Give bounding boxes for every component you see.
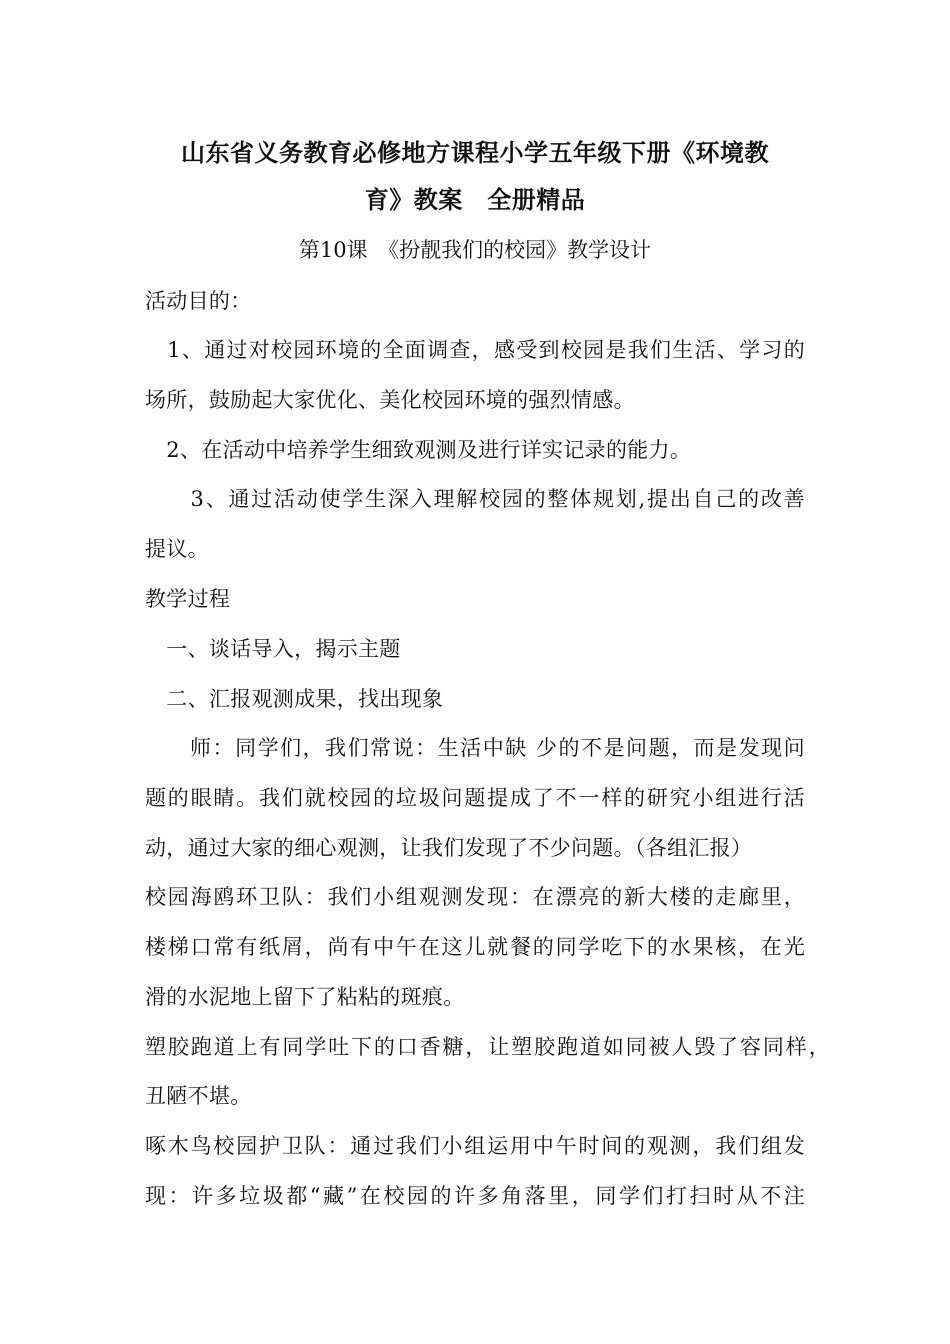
paragraph-line: 3、通过活动使学生深入理解校园的整体规划,提出自己的改善 — [145, 487, 805, 511]
paragraph-line: 塑胶跑道上有同学吐下的口香糖，让塑胶跑道如同被人毁了容同样， — [145, 1035, 830, 1059]
paragraph-line: 场所，鼓励起大家优化、美化校园环境的强烈情感。 — [145, 388, 635, 412]
section-heading-process: 教学过程 — [145, 587, 231, 611]
paragraph-line: 现：许多垃圾都“藏”在校园的许多角落里，同学们打扫时从不注 — [145, 1184, 805, 1208]
paragraph-line: 提议。 — [145, 537, 209, 561]
paragraph-line: 二、汇报观测成果，找出现象 — [145, 687, 444, 711]
paragraph-line: 丑陋不堪。 — [145, 1084, 252, 1108]
paragraph-line: 题的眼睛。我们就校园的垃圾问题提成了不一样的研究小组进行活 — [145, 786, 805, 810]
paragraph-line: 啄木鸟校园护卫队：通过我们小组运用中午时间的观测，我们组发 — [145, 1134, 805, 1158]
lesson-subtitle: 第10课 《扮靓我们的校园》教学设计 — [298, 238, 652, 262]
paragraph-line: 滑的水泥地上留下了粘粘的斑痕。 — [145, 985, 465, 1009]
paragraph-line: 动，通过大家的细心观测，让我们发现了不少问题。（各组汇报） — [145, 836, 753, 860]
document-title-line-2: 育》教案 全册精品 — [364, 186, 586, 214]
paragraph-line: 师：同学们，我们常说：生活中缺 少的不是问题，而是发现问 — [145, 736, 805, 760]
paragraph-line: 一、谈话导入，揭示主题 — [145, 637, 401, 661]
paragraph-line: 校园海鸥环卫队：我们小组观测发现：在漂亮的新大楼的走廊里， — [145, 885, 805, 909]
paragraph-line: 楼梯口常有纸屑，尚有中午在这儿就餐的同学吃下的水果核，在光 — [145, 935, 805, 959]
document-title-line-1: 山东省义务教育必修地方课程小学五年级下册《环境教 — [181, 139, 769, 167]
paragraph-line: 1、通过对校园环境的全面调查，感受到校园是我们生活、学习的 — [145, 338, 805, 362]
section-heading-objectives: 活动目的： — [145, 289, 252, 313]
paragraph-line: 2、在活动中培养学生细致观测及进行详实记录的能力。 — [145, 438, 692, 462]
